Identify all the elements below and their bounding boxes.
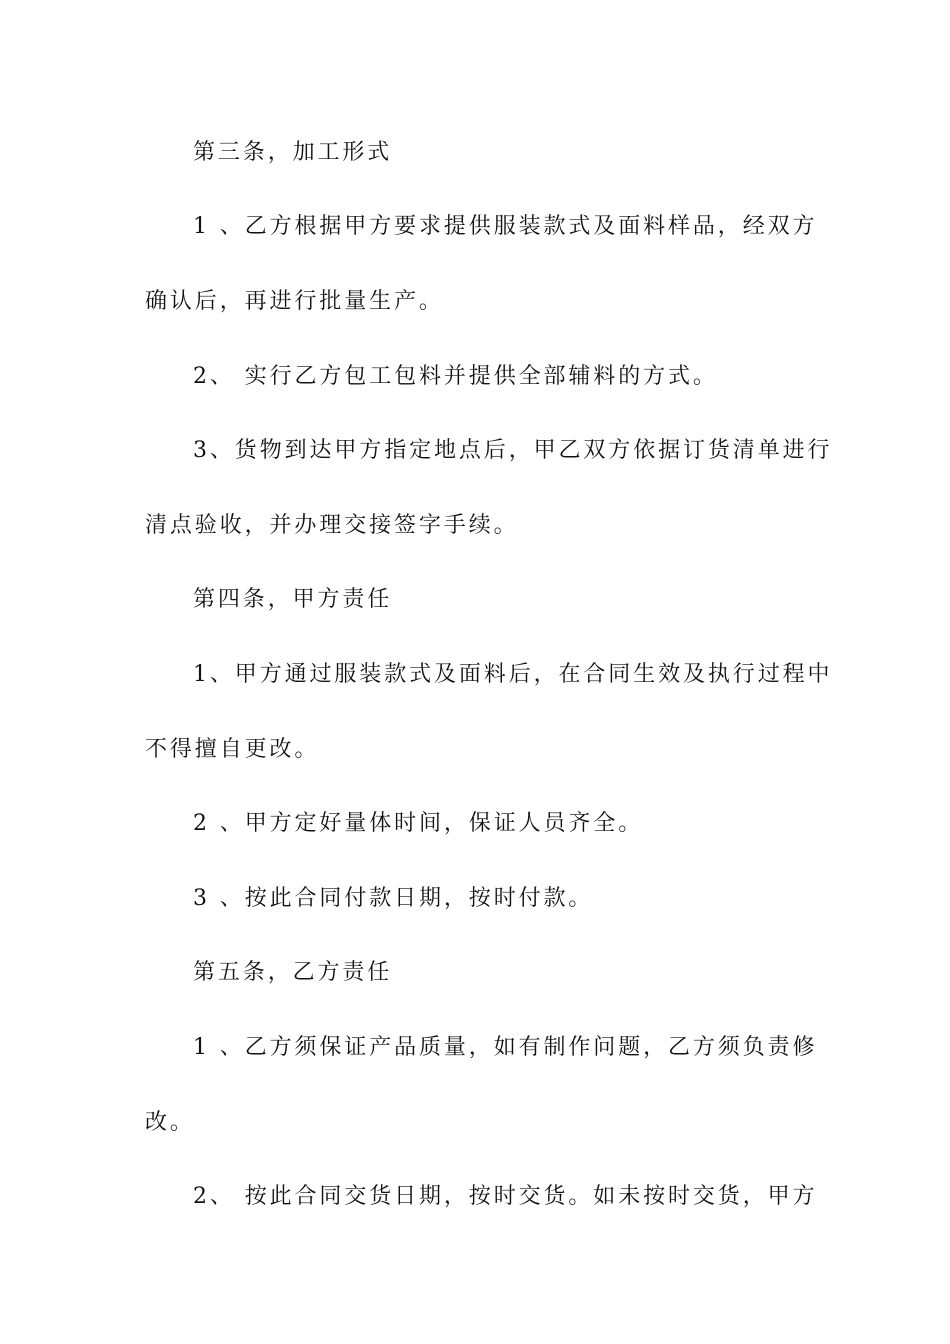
- paragraph-line: 2 、甲方定好量体时间，保证人员齐全。: [193, 811, 644, 836]
- paragraph-line: 确认后，再进行批量生产。: [145, 289, 444, 314]
- paragraph-line: 1 、乙方须保证产品质量，如有制作问题，乙方须负责修: [193, 1035, 818, 1060]
- paragraph-line: 改。: [145, 1110, 195, 1135]
- paragraph-line: 不得擅自更改。: [145, 737, 320, 762]
- paragraph-line: 1、甲方通过服装款式及面料后，在合同生效及执行过程中: [193, 662, 833, 687]
- section-heading-3: 第三条，加工形式: [193, 140, 393, 165]
- section-heading-5: 第五条，乙方责任: [193, 960, 393, 985]
- paragraph-line: 清点验收，并办理交接签字手续。: [145, 513, 519, 538]
- section-heading-4: 第四条，甲方责任: [193, 587, 393, 612]
- paragraph-line: 1 、乙方根据甲方要求提供服装款式及面料样品，经双方: [193, 214, 818, 239]
- paragraph-line: 2、 按此合同交货日期，按时交货。如未按时交货，甲方: [193, 1184, 818, 1209]
- paragraph-line: 3 、按此合同付款日期，按时付款。: [193, 886, 594, 911]
- paragraph-line: 2、 实行乙方包工包料并提供全部辅料的方式。: [193, 364, 718, 389]
- paragraph-line: 3、货物到达甲方指定地点后，甲乙双方依据订货清单进行: [193, 438, 833, 463]
